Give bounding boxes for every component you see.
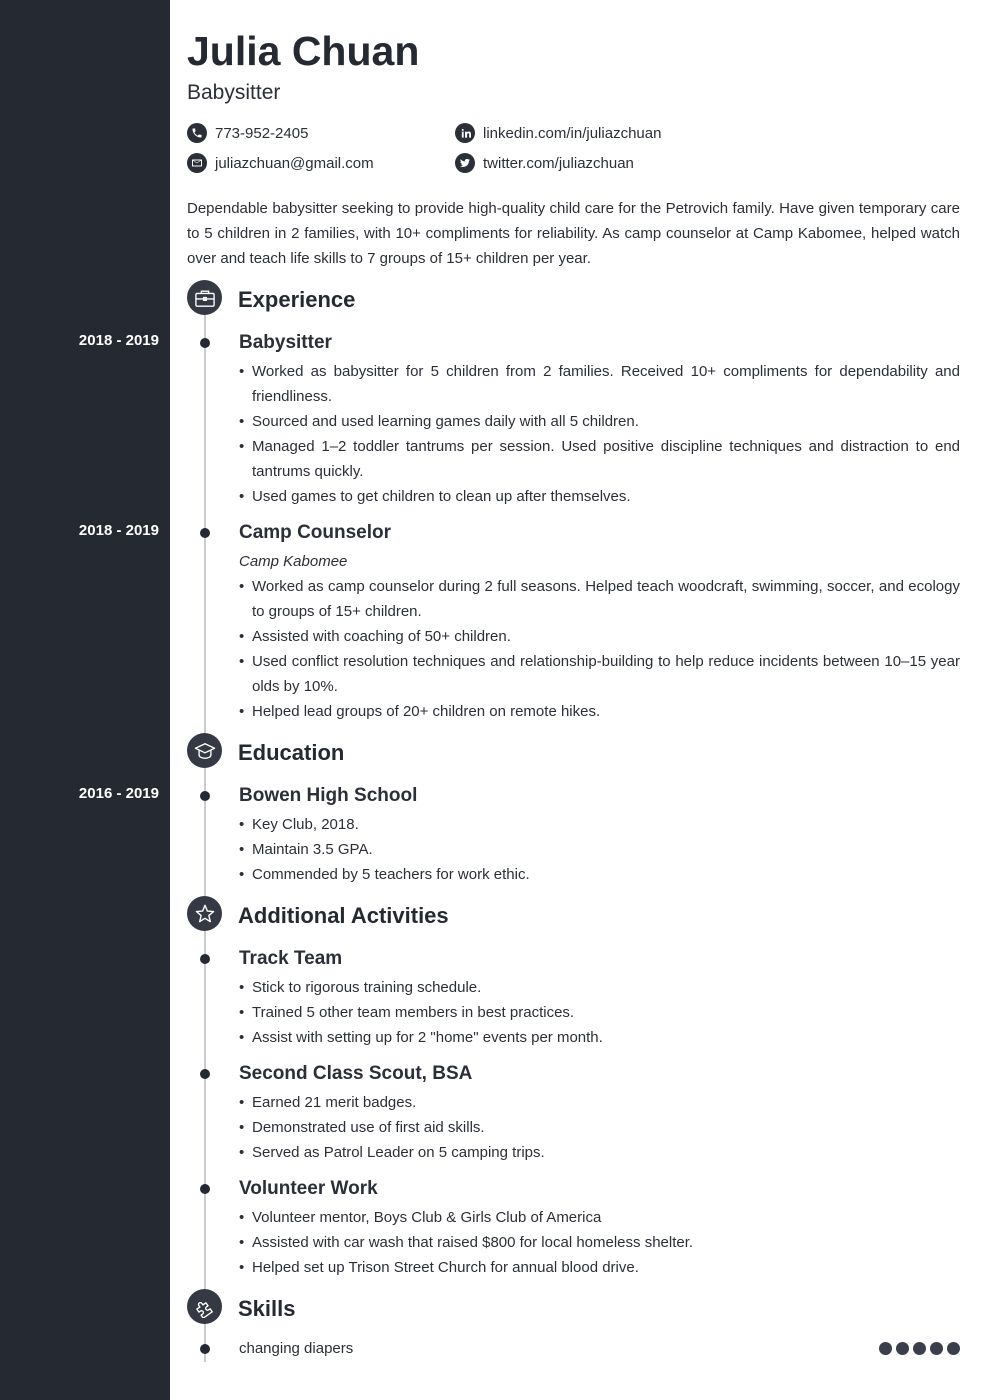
- bullet-item: • Assisted with car wash that raised $800 for local homeless shelter.: [239, 1230, 960, 1255]
- summary-text: Dependable babysitter seeking to provide high-quality child care for the Petrovich family. Have given temporary care to 5 children in 2 families, with 10+ compliments for reliability. As camp counselor at Camp Kabomee, helped watch over and teach life skills to 7 groups of 15+ children per year.: [187, 200, 960, 267]
- entry-title: Babysitter: [239, 332, 332, 353]
- phone-text: 773-952-2405: [215, 124, 309, 142]
- entry-title: Second Class Scout, BSA: [239, 1063, 473, 1084]
- bullet-item: • Used conflict resolution techniques and relationship-building to help reduce incidents between 10–15 year olds by 10%.: [239, 649, 960, 699]
- contact-email[interactable]: [187, 152, 374, 174]
- star-icon: [187, 896, 222, 931]
- skill-dot: [930, 1342, 943, 1355]
- bullet-item: • Maintain 3.5 GPA.: [239, 837, 960, 862]
- bullet-item: • Worked as camp counselor during 2 full seasons. Helped teach woodcraft, swimming, soccer, and ecology to groups of 15+ children.: [239, 574, 960, 624]
- bullet-item: • Used games to get children to clean up after themselves.: [239, 484, 960, 509]
- date-label: 2018 - 2019: [78, 332, 159, 349]
- skill-name: changing diapers: [239, 1340, 354, 1357]
- bullet-list: [239, 975, 960, 1050]
- twitter-text: twitter.com/juliazchuan: [483, 154, 634, 172]
- timeline-dot: [200, 1344, 210, 1354]
- bullet-list: [239, 574, 960, 724]
- bullet-item: • Served as Patrol Leader on 5 camping trips.: [239, 1140, 960, 1165]
- bullet-item: • Assist with setting up for 2 "home" events per month.: [239, 1025, 960, 1050]
- entry-title: Volunteer Work: [239, 1178, 378, 1199]
- skill-dot: [947, 1342, 960, 1355]
- email-text: juliazchuan@gmail.com: [215, 154, 374, 172]
- timeline-line: [204, 314, 206, 1362]
- bullet-item: • Demonstrated use of first aid skills.: [239, 1115, 960, 1140]
- bullet-item: • Commended by 5 teachers for work ethic.: [239, 862, 960, 887]
- section-title-education: Education: [238, 740, 345, 765]
- contact-phone[interactable]: [187, 122, 308, 144]
- bullet-item: • Key Club, 2018.: [239, 812, 960, 837]
- entry-title: Bowen High School: [239, 785, 418, 806]
- bullet-item: • Helped set up Trison Street Church for annual blood drive.: [239, 1255, 960, 1280]
- entry-company: Camp Kabomee: [239, 553, 348, 570]
- graduation-cap-icon: [187, 733, 222, 768]
- bullet-list: [239, 359, 960, 509]
- phone-icon: [187, 123, 207, 143]
- section-title-activities: Additional Activities: [238, 903, 449, 928]
- linkedin-icon: [455, 123, 475, 143]
- briefcase-icon: [187, 280, 222, 315]
- skill-dot: [879, 1342, 892, 1355]
- bullet-item: • Stick to rigorous training schedule.: [239, 975, 960, 1000]
- bullet-item: • Earned 21 merit badges.: [239, 1090, 960, 1115]
- timeline-dot: [200, 1069, 210, 1079]
- date-label: 2018 - 2019: [78, 522, 159, 539]
- twitter-icon: [455, 153, 475, 173]
- bullet-item: • Trained 5 other team members in best practices.: [239, 1000, 960, 1025]
- entry-title: Camp Counselor: [239, 522, 392, 543]
- timeline-dot: [200, 954, 210, 964]
- contact-linkedin[interactable]: [455, 122, 661, 144]
- skill-dot: [913, 1342, 926, 1355]
- timeline-dot: [200, 338, 210, 348]
- sidebar: [0, 0, 170, 1400]
- puzzle-icon: [187, 1289, 222, 1324]
- contact-twitter[interactable]: [455, 152, 634, 174]
- skill-dot: [896, 1342, 909, 1355]
- timeline-dot: [200, 791, 210, 801]
- candidate-name: Julia Chuan: [187, 28, 420, 74]
- bullet-item: • Worked as babysitter for 5 children from 2 families. Received 10+ compliments for dependability and friendliness.: [239, 359, 960, 409]
- candidate-role: Babysitter: [187, 81, 281, 104]
- skill-level-dots: [879, 1342, 960, 1355]
- bullet-list: [239, 1090, 960, 1165]
- bullet-item: • Managed 1–2 toddler tantrums per session. Used positive discipline techniques and distraction to end tantrums quickly.: [239, 434, 960, 484]
- bullet-item: • Helped lead groups of 20+ children on remote hikes.: [239, 699, 960, 724]
- bullet-list: [239, 812, 960, 887]
- bullet-item: • Volunteer mentor, Boys Club & Girls Club of America: [239, 1205, 960, 1230]
- bullet-list: [239, 1205, 960, 1280]
- section-title-experience: Experience: [238, 287, 356, 312]
- bullet-item: • Assisted with coaching of 50+ children.: [239, 624, 960, 649]
- linkedin-text: linkedin.com/in/juliazchuan: [483, 124, 662, 142]
- timeline-dot: [200, 528, 210, 538]
- timeline-dot: [200, 1184, 210, 1194]
- date-label: 2016 - 2019: [78, 785, 159, 802]
- section-title-skills: Skills: [238, 1296, 296, 1321]
- entry-title: Track Team: [239, 948, 343, 969]
- email-icon: [187, 153, 207, 173]
- bullet-item: • Sourced and used learning games daily with all 5 children.: [239, 409, 960, 434]
